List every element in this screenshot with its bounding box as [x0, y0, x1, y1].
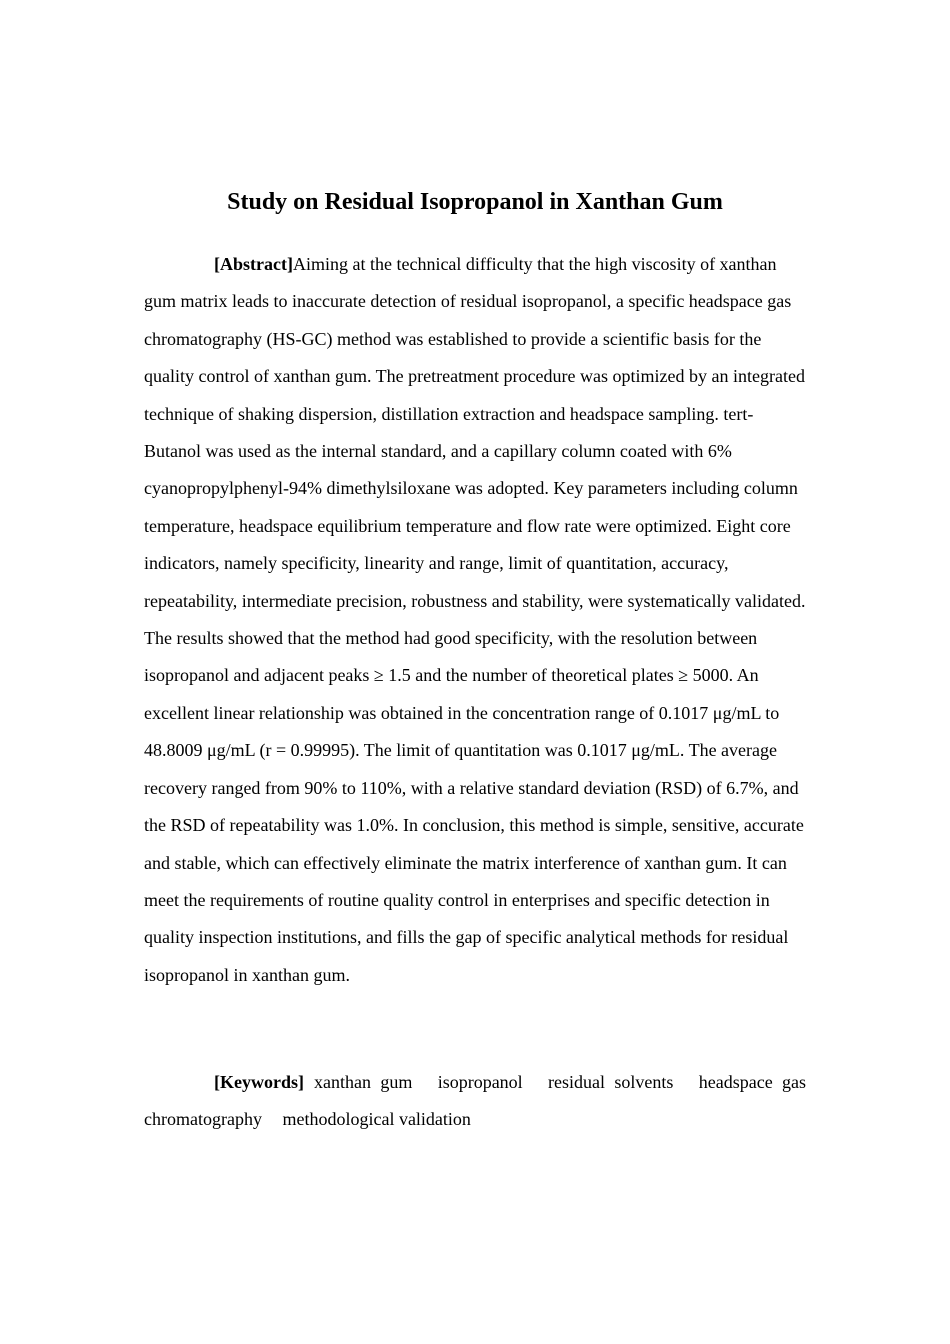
document-title: Study on Residual Isopropanol in Xanthan Gum	[227, 189, 723, 215]
abstract-text: Aiming at the technical difficulty that the high viscosity of xanthan gum matrix leads to inaccurate detection of residual isopropanol, a specific headspace gas chromatography (HS-GC) method was established to provide a scientific basis for the quality control of xanthan gum. The pretreatment procedure was optimized by an integrated technique of shaking dispersion, distillation extraction and headspace sampling. tert-Butanol was used as the internal standard, and a capillary column coated with 6% cyanopropylphenyl-94% dimethylsiloxane was adopted. Key parameters including column temperature, headspace equilibrium temperature and flow rate were optimized. Eight core indicators, namely specificity, linearity and range, limit of quantitation, accuracy, repeatability, intermediate precision, robustness and stability, were systematically validated. The results showed that the method had good specificity, with the resolution between isopropanol and adjacent peaks ≥ 1.5 and the number of theoretical plates ≥ 5000. An excellent linear relationship was obtained in the concentration range of 0.1017 μg/mL to 48.8009 μg/mL (r = 0.99995). The limit of quantitation was 0.1017 μg/mL. The average recovery ranged from 90% to 110%, with a relative standard deviation (RSD) of 6.7%, and the RSD of repeatability was 1.0%. In conclusion, this method is simple, sensitive, accurate and stable, which can effectively eliminate the matrix interference of xanthan gum. It can meet the requirements of routine quality control in enterprises and specific detection in quality inspection institutions, and fills the gap of specific analytical methods for residual isopropanol in xanthan gum.	[144, 254, 806, 985]
keyword-item: isopropanol	[437, 1072, 523, 1092]
keywords-paragraph	[144, 1064, 806, 1139]
keyword-item: methodological validation	[282, 1109, 471, 1130]
keyword-item: xanthan gum	[313, 1072, 413, 1092]
abstract-label: [Abstract]	[214, 254, 293, 274]
abstract-paragraph	[144, 246, 806, 994]
keywords-label: [Keywords]	[214, 1072, 304, 1092]
keyword-item: headspace gas chromatography	[144, 1072, 807, 1130]
keyword-item: residual solvents	[548, 1072, 674, 1092]
